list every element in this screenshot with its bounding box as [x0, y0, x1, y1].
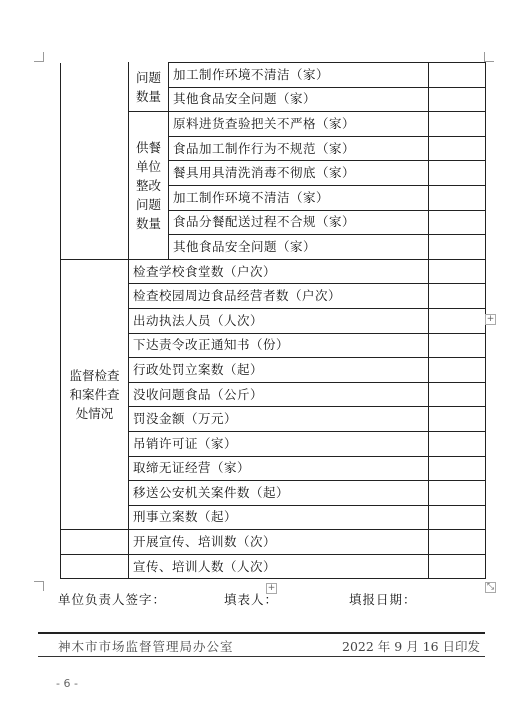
value-cell[interactable] [429, 333, 486, 358]
table-row [61, 259, 486, 284]
outer-category-cell [61, 63, 129, 260]
value-cell[interactable] [429, 161, 486, 186]
footer-rule-bottom [38, 656, 485, 657]
row-label: 没收问题食品（公斤） [129, 382, 429, 407]
row-label: 食品分餐配送过程不合规（家） [169, 210, 429, 235]
row-label: 罚没金额（万元） [129, 407, 429, 432]
value-cell[interactable] [429, 481, 486, 506]
row-label: 检查学校食堂数（户次） [129, 259, 429, 284]
leader-signature-label: 单位负责人签字： [58, 592, 167, 607]
value-cell[interactable] [429, 456, 486, 481]
row-label: 行政处罚立案数（起） [129, 358, 429, 383]
row-label: 原料进货查验把关不严格（家） [169, 112, 429, 137]
row-label: 取缔无证经营（家） [129, 456, 429, 481]
add-row-handle[interactable]: + [267, 583, 276, 593]
value-cell[interactable] [429, 87, 486, 112]
table-row [61, 554, 486, 579]
value-cell[interactable] [429, 185, 486, 210]
value-cell[interactable] [429, 136, 486, 161]
page-number: - 6 - [56, 677, 78, 690]
training-label-cell [61, 554, 129, 579]
row-label: 餐具用具清洗消毒不彻底（家） [169, 161, 429, 186]
row-label: 刑事立案数（起） [129, 505, 429, 530]
row-label: 加工制作环境不清洁（家） [169, 63, 429, 88]
row-label: 出动执法人员（人次） [129, 308, 429, 333]
value-cell[interactable] [429, 63, 486, 88]
crop-mark-top-right [484, 52, 494, 62]
row-label: 移送公安机关案件数（起） [129, 481, 429, 506]
value-cell[interactable] [429, 112, 486, 137]
crop-mark-top-left [34, 52, 44, 62]
value-cell[interactable] [429, 407, 486, 432]
value-cell[interactable] [429, 358, 486, 383]
table-row [61, 63, 486, 88]
report-date-label: 填报日期： [349, 592, 417, 607]
row-label: 加工制作环境不清洁（家） [169, 185, 429, 210]
group-b-label: 供餐 单位 整改 问题 数量 [129, 112, 169, 260]
row-label: 检查校园周边食品经营者数（户次） [129, 284, 429, 309]
report-table [60, 62, 486, 579]
print-date: 2022 年 9 月 16 日印发 [342, 639, 481, 654]
add-column-handle[interactable]: + [486, 314, 495, 324]
row-label: 其他食品安全问题（家） [169, 235, 429, 260]
resize-table-handle[interactable]: ⤡ [486, 582, 495, 592]
value-cell[interactable] [429, 530, 486, 555]
section-label: 监督检查 和案件查 处情况 [61, 259, 129, 530]
value-cell[interactable] [429, 235, 486, 260]
row-label: 其他食品安全问题（家） [169, 87, 429, 112]
value-cell[interactable] [429, 308, 486, 333]
value-cell[interactable] [429, 210, 486, 235]
row-label: 宣传、培训人数（人次） [129, 554, 429, 579]
row-label: 食品加工制作行为不规范（家） [169, 136, 429, 161]
row-label: 开展宣传、培训数（次） [129, 530, 429, 555]
issuing-office: 神木市市场监督管理局办公室 [58, 639, 234, 654]
value-cell[interactable] [429, 554, 486, 579]
group-a-label: 问题 数量 [129, 63, 169, 112]
row-label: 吊销许可证（家） [129, 431, 429, 456]
filler-label: 填表人： [224, 592, 279, 607]
value-cell[interactable] [429, 505, 486, 530]
row-label: 下达责令改正通知书（份） [129, 333, 429, 358]
value-cell[interactable] [429, 259, 486, 284]
value-cell[interactable] [429, 431, 486, 456]
training-label-cell [61, 530, 129, 555]
crop-mark-bottom-left [34, 581, 44, 591]
table-row [61, 530, 486, 555]
value-cell[interactable] [429, 284, 486, 309]
value-cell[interactable] [429, 382, 486, 407]
footer-rule-top [38, 632, 485, 634]
